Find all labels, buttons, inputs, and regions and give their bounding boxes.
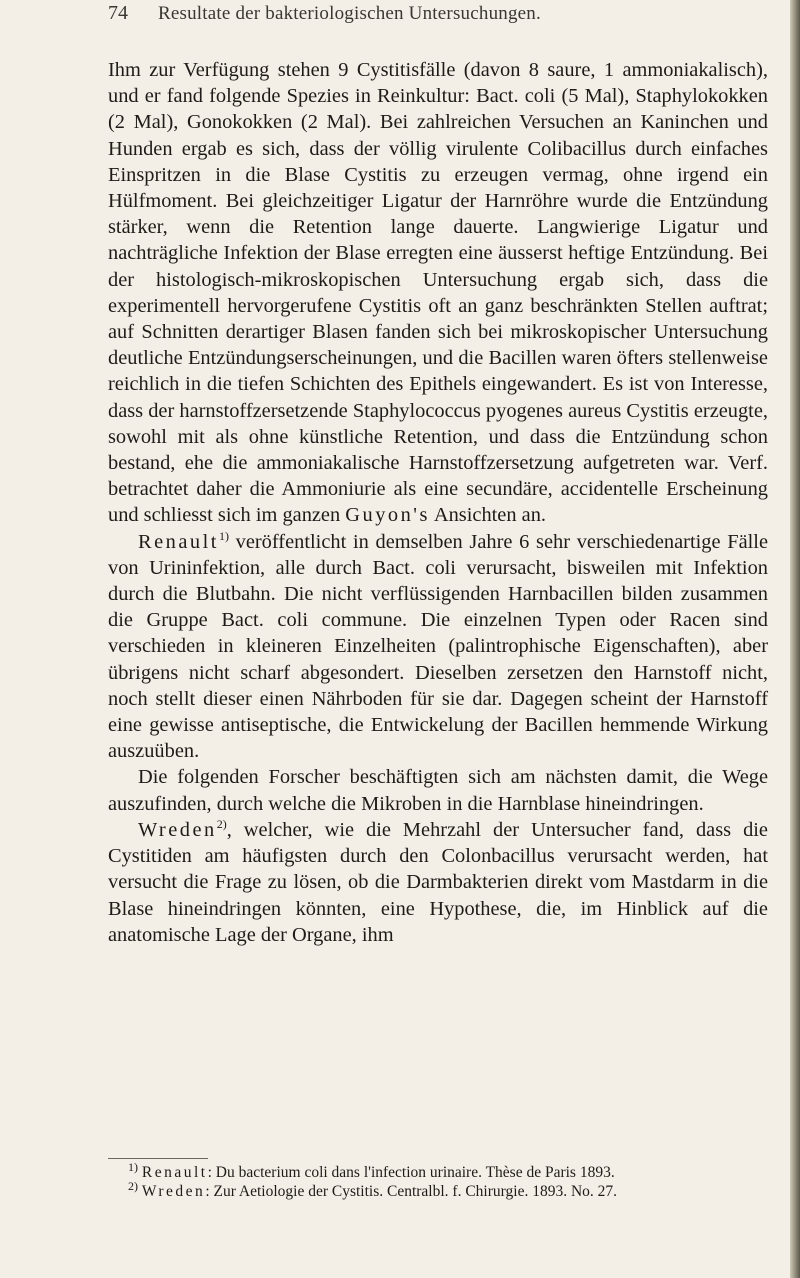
author-name: Guyon's: [345, 504, 430, 527]
paragraph-1: [108, 57, 768, 529]
footnote-text: : Zur Aetiologie der Cystitis. Centralbl. f. Chirurgie. 1893. No. 27.: [205, 1183, 618, 1200]
paragraph-3: [108, 764, 768, 816]
paragraph-text: Die folgenden Forscher beschäftigten sich am nächsten damit, die Wege auszufinden, durch welche die Mikroben in die Harnblase hineindringen.: [108, 766, 768, 815]
footnote-2: [108, 1178, 768, 1201]
footnote-marker: 2): [128, 1178, 138, 1193]
body-text: [108, 57, 768, 948]
footnote-1: [108, 1159, 768, 1182]
page-number: 74: [108, 2, 128, 24]
author-name: Renault: [138, 530, 219, 553]
footnotes: [108, 1159, 768, 1201]
footnote-marker: 1): [128, 1159, 138, 1174]
footnote-text: : Du bacterium coli dans l'infection urinaire. Thèse de Paris 1893.: [207, 1164, 615, 1181]
page-edge-shadow: [790, 0, 800, 1278]
running-title: Resultate der bakteriologischen Untersuchungen.: [158, 3, 541, 24]
paragraph-2: [108, 529, 768, 765]
running-head: [108, 2, 788, 32]
paragraph-text: Ansichten an.: [429, 504, 546, 527]
footnote-divider: [108, 1158, 208, 1159]
footnote-author: Wreden: [141, 1183, 206, 1200]
footnote-reference: 2): [216, 817, 227, 832]
footnote-reference: 1): [218, 528, 229, 543]
author-name: Wreden: [138, 818, 217, 841]
paragraph-text: Ihm zur Verfügung stehen 9 Cystitisfälle (davon 8 saure, 1 ammoniakalisch), und er fand folgende Spezies in Reinkultur: Bact. coli (5 Mal), Staphylokokken (2 Mal), Gonokokken (2 Mal). Bei zahlreichen Versuchen an Kaninchen und Hunden ergab es sich, dass der völlig virulente Colibacillus durch einfaches Einspritzen in die Blase Cystitis zu erzeugen vermag, ohne irgend ein Hülfmoment. Bei gleichzeitiger Ligatur der Harnröhre wurde die Entzündung stärker, wenn die Retention lange dauerte. Langwierige Ligatur und nachträgliche Infektion der Blase erregten eine äusserst heftige Entzündung. Bei der histologisch-mikroskopischen Untersuchung ergab sich, dass die experimentell hervorgerufene Cystitis oft an ganz beschränkten Stellen auftrat; auf Schnitten derartiger Blasen fanden sich bei mikroskopischer Untersuchung deutliche Entzündungserscheinungen, und die Bacillen waren öfters stellenweise reichlich in die tiefen Schichten des Epithels eingewandert. Es ist von Interesse, dass der harnstoffzersetzende Staphylococcus pyogenes aureus Cystitis erzeugte, sowohl mit als ohne künstliche Retention, und dass die Entzündung schon bestand, ehe die ammoniakalische Harnstoffzersetzung aufgetreten war. Verf. betrachtet daher die Ammoniurie als eine secundäre, accidentelle Erscheinung und schliesst sich im ganzen: [108, 59, 768, 527]
paragraph-4: [108, 817, 768, 948]
paragraph-text: veröffentlicht in demselben Jahre 6 sehr verschiedenartige Fälle von Urininfektion, alle durch Bact. coli verursacht, bisweilen mit Infektion durch die Blutbahn. Die nicht verflüssigenden Harnbacillen bilden zusammen die Gruppe Bact. coli commune. Die einzelnen Typen oder Racen sind verschieden in kleineren Einzelheiten (palintrophische Eigenschaften), aber übrigens nicht scharf abgesondert. Dieselben zersetzen den Harnstoff nicht, noch stellt dieser einen Nährboden für sie dar. Dagegen scheint der Harnstoff eine gewisse antiseptische, die Entwickelung der Bacillen hemmende Wirkung auszuüben.: [108, 530, 768, 763]
footnote-author: Renault: [141, 1164, 208, 1181]
paragraph-text: , welcher, wie die Mehrzahl der Untersucher fand, dass die Cystitiden am häufigsten durch den Colonbacillus verursacht werden, hat versucht die Frage zu lösen, ob die Darmbakterien direkt vom Mastdarm in die Blase hineindringen könnten, eine Hypothese, die, im Hinblick auf die anatomische Lage der Organe, ihm: [108, 818, 768, 946]
